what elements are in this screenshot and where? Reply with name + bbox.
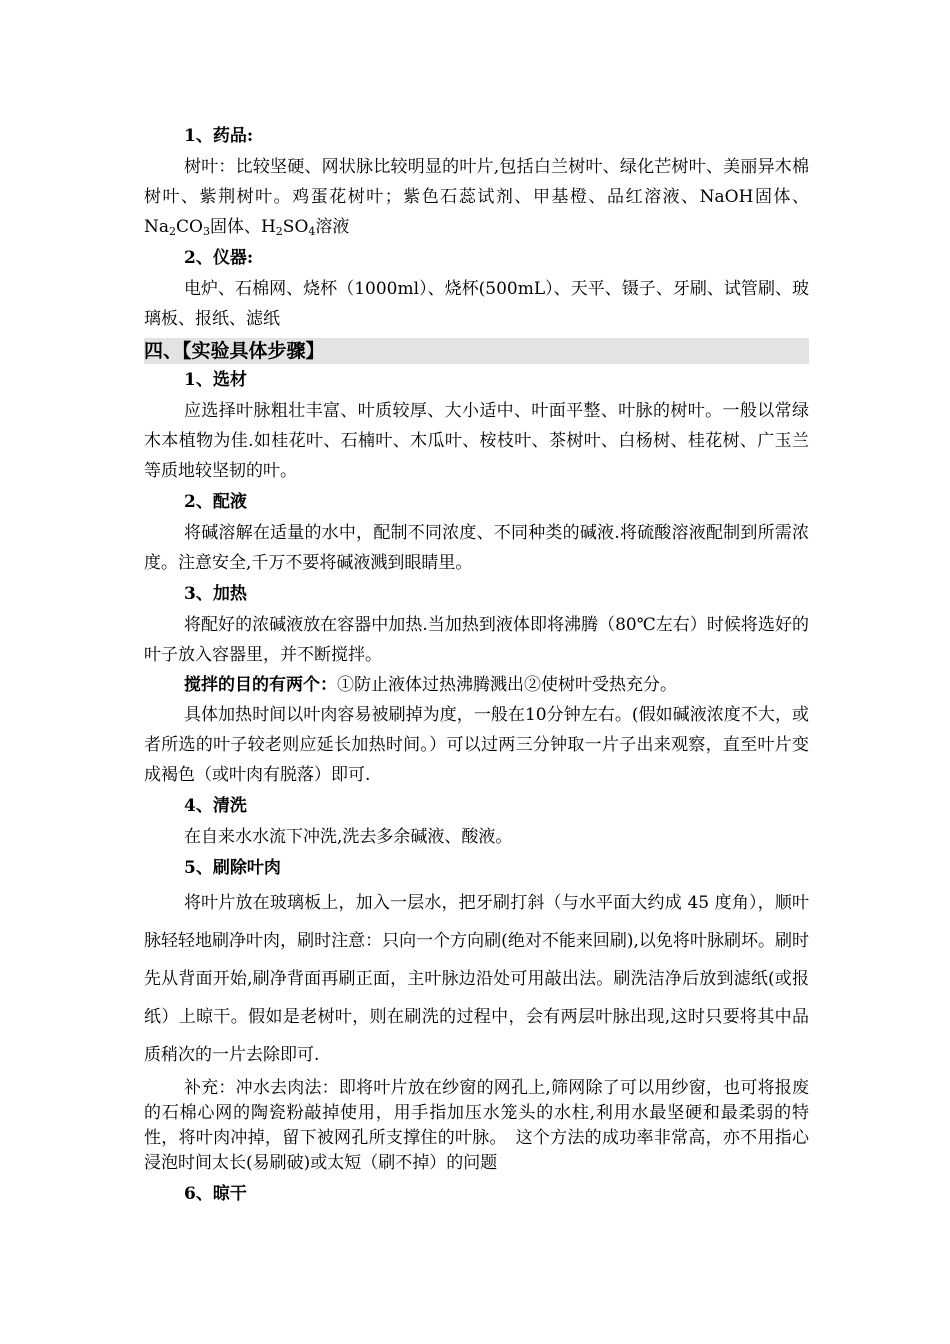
mix-paragraph: 将碱溶解在适量的水中，配制不同浓度、不同种类的碱液.将硫酸溶液配制到所需浓度。注意安全,千万不要将碱液溅到眼睛里。	[144, 523, 809, 573]
supplement-paragraph: 补充：冲水去肉法：即将叶片放在纱窗的网孔上,筛网除了可以用纱窗，也可将报废的石棉心网的陶瓷粉敲掉使用，用手指加压水笼头的水柱,利用水最坚硬和最柔弱的特性，将叶肉冲掉，留下被网孔所支撑住的叶脉。 这个方法的成功率非常高，亦不用指心浸泡时间太长(易刷破)或太短（刷不掉）的问题	[144, 1078, 809, 1173]
heading-heat: 3、加热	[184, 584, 247, 604]
section-title: 四、【实验具体步骤】	[144, 338, 809, 364]
sub-2: 2	[169, 225, 177, 238]
heading-instruments: 2、仪器:	[184, 248, 254, 268]
stir-bold: 搅拌的目的有两个：	[184, 675, 337, 695]
heat-time-paragraph: 具体加热时间以叶肉容易被刷掉为度，一般在10分钟左右。(假如碱液浓度不大，或者所选的叶子较老则应延长加热时间。）可以过两三分钟取一片子出来观察，直至叶片变成褐色（或叶肉有脱落）即可.	[144, 705, 809, 785]
heading-select: 1、选材	[184, 370, 247, 390]
heading-wash: 4、清洗	[184, 796, 247, 816]
drugs-text-d: SO	[282, 217, 309, 237]
drugs-text-a: 树叶：比较坚硬、网状脉比较明显的叶片,包括白兰树叶、绿化芒树叶、美丽异木棉树叶、紫荆树叶。鸡蛋花树叶；紫色石蕊试剂、甲基橙、品红溶液、NaOH固体、Na	[144, 157, 809, 237]
drugs-text-e: 溶液	[315, 217, 350, 237]
wash-paragraph: 在自来水水流下冲洗,洗去多余碱液、酸液。	[184, 827, 513, 847]
select-paragraph: 应选择叶脉粗壮丰富、叶质较厚、大小适中、叶面平整、叶脉的树叶。一般以常绿木本植物为佳.如桂花叶、石楠叶、木瓜叶、桉枝叶、茶树叶、白杨树、桂花树、广玉兰等质地较坚韧的叶。	[144, 401, 809, 481]
sub-2b: 2	[275, 225, 283, 238]
stir-paragraph	[144, 670, 809, 700]
sub-3: 3	[202, 225, 210, 238]
heading-dry: 6、晾干	[184, 1184, 247, 1204]
heading-drugs: 1、药品:	[184, 126, 254, 146]
stir-text: ①防止液体过热沸腾溅出②使树叶受热充分。	[337, 675, 677, 695]
drugs-paragraph	[144, 152, 809, 242]
document-page	[144, 120, 809, 1210]
heading-mix: 2、配液	[184, 492, 247, 512]
heat-paragraph: 将配好的浓碱液放在容器中加热.当加热到液体即将沸腾（80℃左右）时候将选好的叶子放入容器里，并不断搅拌。	[144, 615, 809, 665]
heading-brush: 5、刷除叶肉	[184, 858, 281, 878]
sub-4: 4	[308, 225, 316, 238]
instruments-paragraph: 电炉、石棉网、烧杯（1000ml）、烧杯(500mL）、天平、镊子、牙刷、试管刷、玻璃板、报纸、滤纸	[144, 279, 809, 329]
brush-paragraph: 将叶片放在玻璃板上，加入一层水，把牙刷打斜（与水平面大约成 45 度角），顺叶脉轻轻地刷净叶肉，刷时注意：只向一个方向刷(绝对不能来回刷),以免将叶脉刷坏。刷时先从背面开始,刷净背面再刷正面，主叶脉边沿处可用敲出法。刷洗洁净后放到滤纸(或报纸）上晾干。假如是老树叶，则在刷洗的过程中，会有两层叶脉出现,这时只要将其中品质稍次的一片去除即可.	[144, 893, 809, 1065]
drugs-text-c: 固体、H	[209, 217, 276, 237]
drugs-text-b: CO	[176, 217, 203, 237]
